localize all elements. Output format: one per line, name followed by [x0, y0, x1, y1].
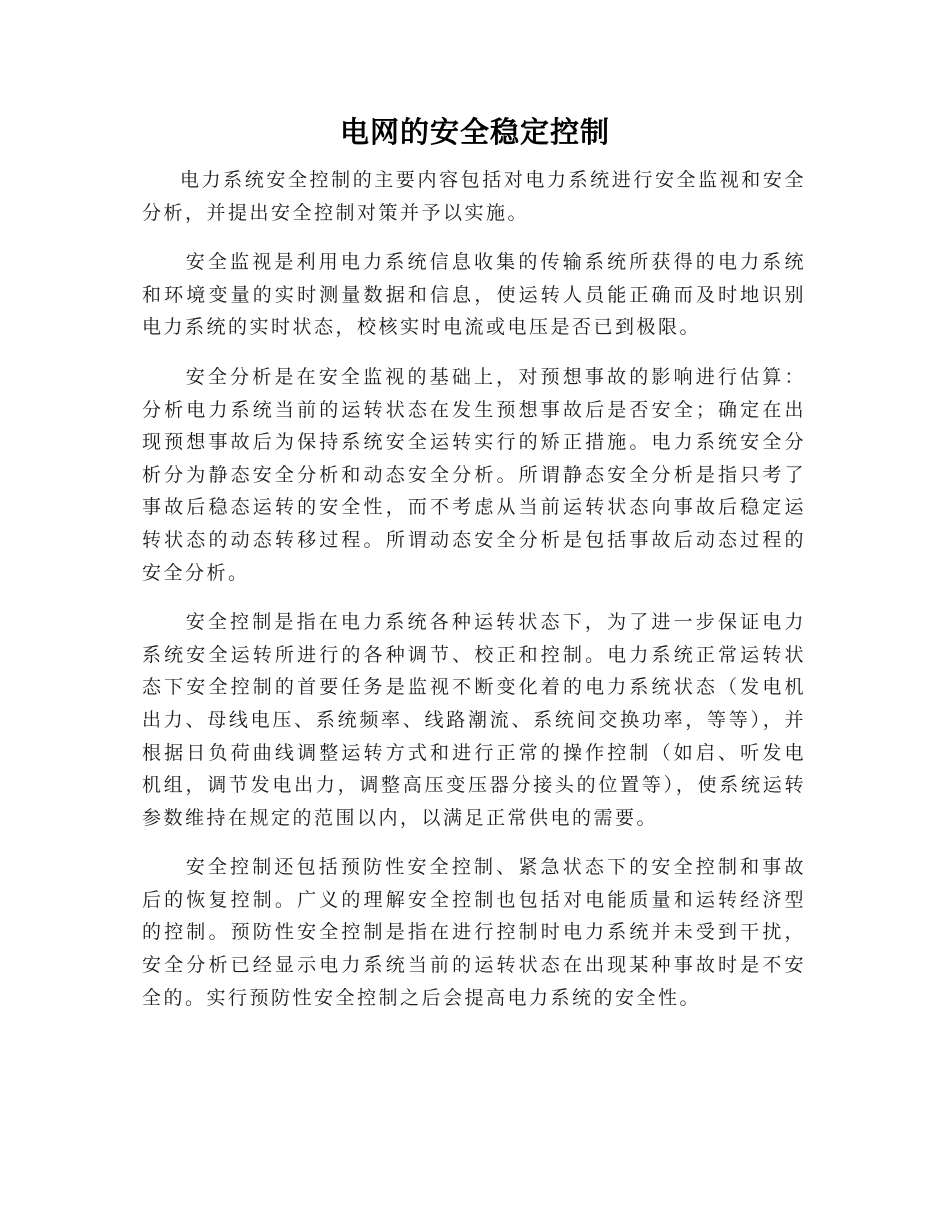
document-title: 电网的安全稳定控制 [339, 115, 610, 149]
paragraph-security-control: 安全控制是指在电力系统各种运转状态下，为了进一步保证电力系统安全运转所进行的各种调节、校正和控制。电力系统正常运转状态下安全控制的首要任务是监视不断变化着的电力系统状态（发电机出力、母线电压、系统频率、线路潮流、系统间交换功率，等等），并根据日负荷曲线调整运转方式和进行正常的操作控制（如启、听发电机组，调节发电出力，调整高压变压器分接头的位置等），使系统运转参数维持在规定的范围以内，以满足正常供电的需要。 [142, 611, 806, 829]
paragraph-security-monitoring: 安全监视是利用电力系统信息收集的传输系统所获得的电力系统和环境变量的实时测量数据和信息，使运转人员能正确而及时地识别电力系统的实时状态，校核实时电流或电压是否已到极限。 [142, 251, 806, 339]
document-body [142, 164, 806, 1031]
paragraph-intro: 电力系统安全控制的主要内容包括对电力系统进行安全监视和安全分析，并提出安全控制对策并予以实施。 [142, 169, 806, 224]
paragraph-preventive-control: 安全控制还包括预防性安全控制、紧急状态下的安全控制和事故后的恢复控制。广义的理解安全控制也包括对电能质量和运转经济型的控制。预防性安全控制是指在进行控制时电力系统并未受到干扰，安全分析已经显示电力系统当前的运转状态在出现某种事故时是不安全的。实行预防性安全控制之后会提高电力系统的安全性。 [142, 856, 806, 1009]
paragraph-security-analysis: 安全分析是在安全监视的基础上，对预想事故的影响进行估算：分析电力系统当前的运转状态在发生预想事故后是否安全；确定在出现预想事故后为保持系统安全运转实行的矫正措施。电力系统安全分析分为静态安全分析和动态安全分析。所谓静态安全分析是指只考了事故后稳态运转的安全性，而不考虑从当前运转状态向事故后稳定运转状态的动态转移过程。所谓动态安全分析是包括事故后动态过程的安全分析。 [142, 365, 806, 584]
